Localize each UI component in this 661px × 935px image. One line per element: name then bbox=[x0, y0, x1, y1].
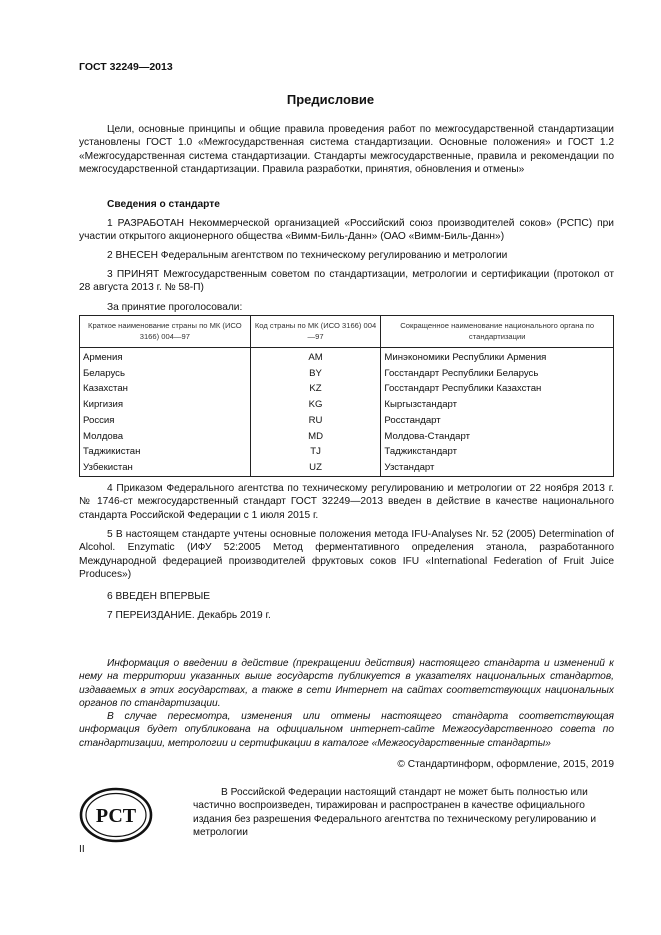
item-5-ifu-method: 5 В настоящем стандарте учтены основные положения метода IFU-Analyses Nr. 52 (2005) Determination of Alcohol. Enzymatic (ИФУ 52:2005 Метод ферментативного определения этанола, разработанного Международной федерацией производителей фруктовых соков IFU «International Federation of Fruit Juice Produces») bbox=[79, 529, 614, 581]
header-country-code: Код страны по МК (ИСО 3166) 004—97 bbox=[250, 316, 381, 348]
notice-introduction-info: Информация о введении в действие (прекращении действия) настоящего стандарта и изменений к нему на территории указанных выше государств публикуется в указателях национальных стандартов, издаваемых в этих государствах, а также в сети Интернет на сайтах соответствующих национальных органов по стандартизации. bbox=[79, 658, 614, 710]
standards-body: Госстандарт Республики Казахстан bbox=[381, 381, 614, 397]
table-row bbox=[80, 397, 614, 413]
country-name: Армения bbox=[80, 348, 251, 366]
vote-label: За принятие проголосовали: bbox=[107, 302, 243, 313]
country-name: Россия bbox=[80, 413, 251, 429]
standards-body: Росстандарт bbox=[381, 413, 614, 429]
standards-body: Таджикстандарт bbox=[381, 444, 614, 460]
country-name: Молдова bbox=[80, 429, 251, 445]
page-number: II bbox=[79, 844, 85, 855]
table-row bbox=[80, 348, 614, 366]
standards-body: Госстандарт Республики Беларусь bbox=[381, 366, 614, 382]
notice-revision-info: В случае пересмотра, изменения или отмены настоящего стандарта соответствующая информация будет опубликована на официальном интернет-сайте Межгосударственного совета по стандартизации, метрологии и сертификации в каталоге «Межгосударственные стандарты» bbox=[79, 711, 614, 749]
country-name: Казахстан bbox=[80, 381, 251, 397]
rf-reproduction-notice: В Российской Федерации настоящий стандарт не может быть полностью или частично воспроизведен, тиражирован и распространен в качестве официального издания без разрешения Федерального агентства по техническому регулированию и метрологии bbox=[193, 787, 597, 839]
table-row bbox=[80, 460, 614, 476]
table-row bbox=[80, 444, 614, 460]
item-1-developed: 1 РАЗРАБОТАН Некоммерческой организацией «Российский союз производителей соков» (РСПС) при участии открытого акционерного общества «Вимм-Биль-Данн» (ОАО «Вимм-Биль-Данн») bbox=[79, 218, 614, 243]
standards-body: Молдова-Стандарт bbox=[381, 429, 614, 445]
country-name: Киргизия bbox=[80, 397, 251, 413]
rst-certification-mark-icon bbox=[79, 786, 153, 844]
header-country-name: Краткое наименование страны по МК (ИСО 3166) 004—97 bbox=[80, 316, 251, 348]
country-code: KZ bbox=[250, 381, 381, 397]
table-row bbox=[80, 381, 614, 397]
table-row bbox=[80, 413, 614, 429]
item-3-adopted: 3 ПРИНЯТ Межгосударственным советом по стандартизации, метрологии и сертификации (протокол от 28 августа 2013 г. № 58-П) bbox=[79, 269, 614, 294]
document-code: ГОСТ 32249—2013 bbox=[79, 61, 173, 73]
country-code: RU bbox=[250, 413, 381, 429]
country-code: BY bbox=[250, 366, 381, 382]
page-title: Предисловие bbox=[286, 92, 375, 107]
country-name: Узбекистан bbox=[80, 460, 251, 476]
item-2-introduced: 2 ВНЕСЕН Федеральным агентством по техническому регулированию и метрологии bbox=[107, 250, 508, 261]
header-standards-body: Сокращенное наименование национального органа по стандартизации bbox=[381, 316, 614, 348]
item-7-reissue: 7 ПЕРЕИЗДАНИЕ. Декабрь 2019 г. bbox=[107, 610, 271, 621]
table-row bbox=[80, 366, 614, 382]
country-code: MD bbox=[250, 429, 381, 445]
voting-countries-table bbox=[79, 315, 614, 477]
country-code: UZ bbox=[250, 460, 381, 476]
table-header-row bbox=[80, 316, 614, 348]
standards-body: Кыргызстандарт bbox=[381, 397, 614, 413]
copyright-line: © Стандартинформ, оформление, 2015, 2019 bbox=[397, 759, 614, 770]
section-heading: Сведения о стандарте bbox=[107, 199, 220, 210]
country-code: KG bbox=[250, 397, 381, 413]
country-name: Беларусь bbox=[80, 366, 251, 382]
table-row bbox=[80, 429, 614, 445]
item-4-order: 4 Приказом Федерального агентства по техническому регулированию и метрологии от 22 ноября 2013 г. № 1746-ст межгосударственный стандарт ГОСТ 32249—2013 введен в действие в качестве национального стандарта Российской Федерации с 1 июля 2015 г. bbox=[79, 483, 614, 521]
country-code: TJ bbox=[250, 444, 381, 460]
intro-paragraph: Цели, основные принципы и общие правила проведения работ по межгосударственной стандартизации установлены ГОСТ 1.0 «Межгосударственная система стандартизации. Основные положения» и ГОСТ 1.2 «Межгосударственная система стандартизации. Стандарты межгосударственные, правила и рекомендации по межгосударственной стандартизации. Правила разработки, принятия, обновления и отмены» bbox=[79, 124, 614, 176]
standards-body: Узстандарт bbox=[381, 460, 614, 476]
country-name: Таджикистан bbox=[80, 444, 251, 460]
item-6-first-introduced: 6 ВВЕДЕН ВПЕРВЫЕ bbox=[107, 591, 211, 602]
country-code: AM bbox=[250, 348, 381, 366]
logo-letters: РСТ bbox=[95, 805, 137, 827]
standards-body: Минэкономики Республики Армения bbox=[381, 348, 614, 366]
